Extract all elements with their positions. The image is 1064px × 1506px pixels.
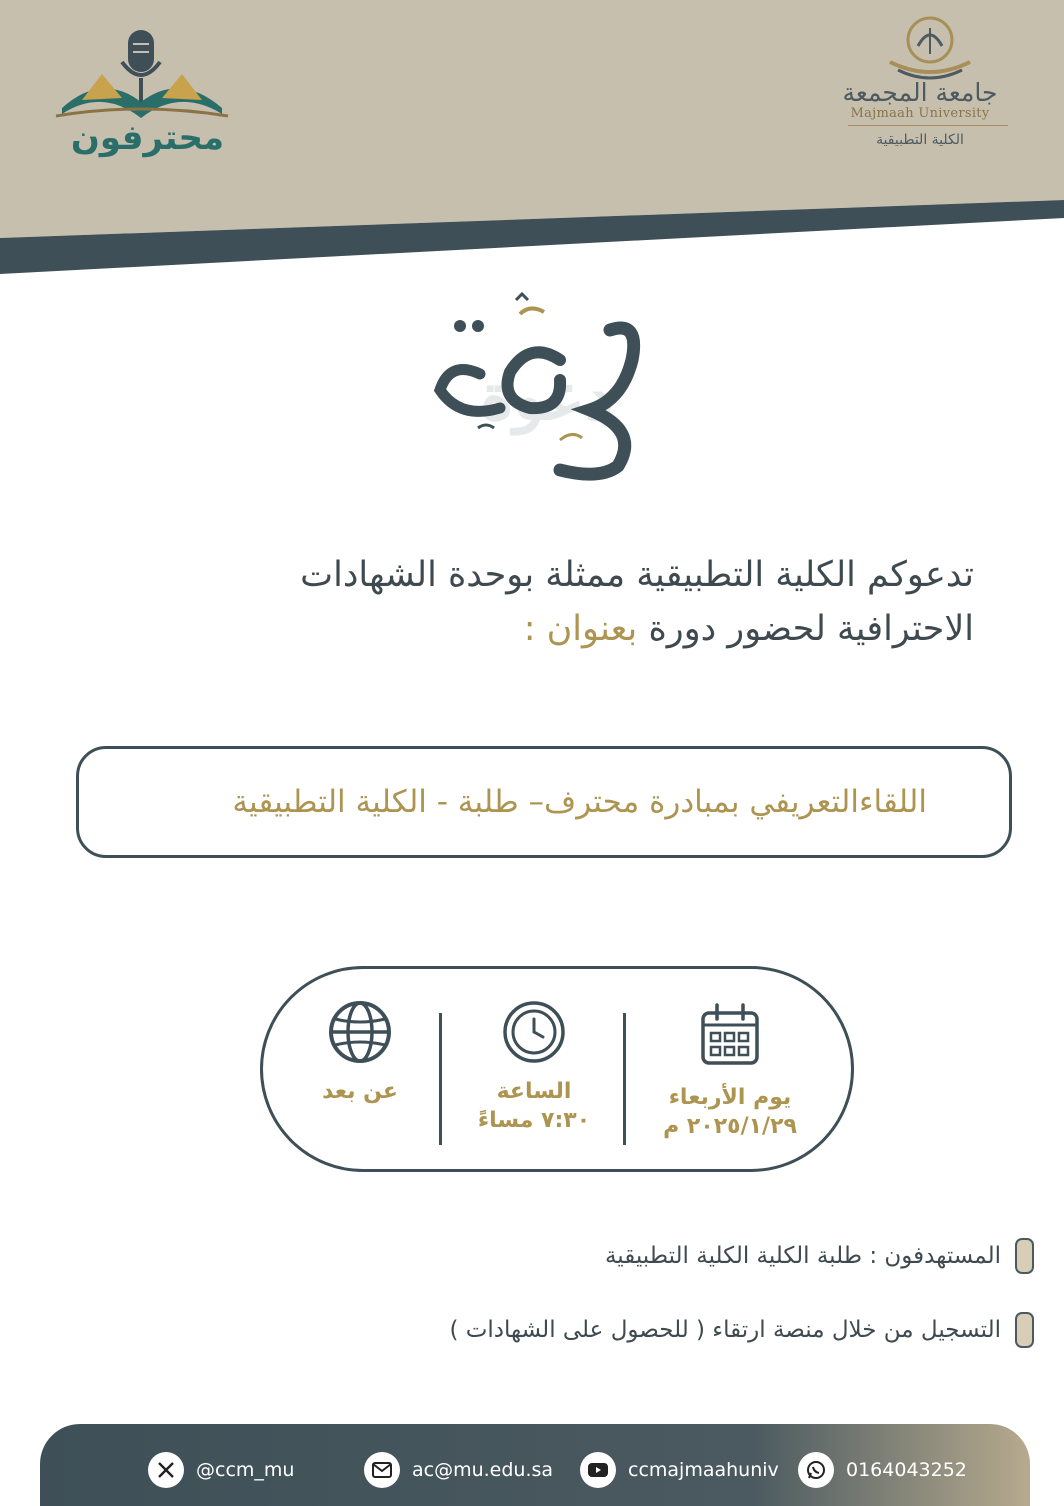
event-time	[449, 969, 619, 1169]
calligraphy-word: دعوة	[480, 360, 614, 435]
university-name-arabic: جامعة المجمعة	[842, 78, 998, 107]
college-name: الكلية التطبيقية	[876, 132, 964, 148]
note-audience-text: المستهدفون : طلبة الكلية الكلية التطبيقية	[604, 1243, 1001, 1269]
muhtarifoon-logo-text: محترفون	[70, 118, 225, 158]
invitation-line-1: تدعوكم الكلية التطبيقية ممثلة بوحدة الشهادات	[300, 555, 974, 595]
invitation-calligraphy	[400, 290, 670, 490]
x-handle: @ccm_mu	[196, 1459, 295, 1481]
details-divider	[623, 1013, 626, 1145]
invitation-line-2-accent: بعنوان :	[523, 609, 638, 649]
whatsapp-icon	[798, 1452, 834, 1488]
contact-email[interactable]	[364, 1452, 553, 1488]
bullet-icon	[1015, 1312, 1034, 1348]
note-audience	[605, 1238, 1034, 1274]
event-day-label: يوم الأربعاء	[668, 1085, 792, 1110]
event-mode-label: عن بعد	[322, 1079, 398, 1104]
clock-icon	[501, 999, 567, 1065]
event-mode	[285, 969, 435, 1169]
contact-whatsapp[interactable]	[798, 1452, 967, 1488]
email-address: ac@mu.edu.sa	[412, 1459, 554, 1481]
youtube-channel: ccmajmaahuniv	[628, 1459, 779, 1481]
note-registration-text: التسجيل من خلال منصة ارتقاء ( للحصول على الشهادات )	[449, 1317, 1001, 1343]
bullet-icon	[1015, 1238, 1034, 1274]
details-divider	[439, 1013, 442, 1145]
calendar-icon	[695, 1001, 765, 1071]
invitation-line-2-main: الاحترافية لحضور دورة	[648, 609, 974, 649]
contact-x[interactable]	[148, 1452, 294, 1488]
course-title: اللقاءالتعريفي بمبادرة محترف– طلبة - الكلية التطبيقية	[232, 784, 927, 820]
envelope-icon	[364, 1452, 400, 1488]
event-time-value: ٧:٣٠ مساءً	[477, 1108, 591, 1133]
university-divider	[848, 125, 1008, 126]
note-registration	[449, 1312, 1034, 1348]
invitation-line-2	[60, 602, 974, 656]
globe-icon	[327, 999, 393, 1065]
event-time-label: الساعة	[496, 1079, 572, 1104]
x-icon	[148, 1452, 184, 1488]
invitation-text	[60, 548, 974, 656]
contact-youtube[interactable]	[580, 1452, 779, 1488]
whatsapp-number: 0164043252	[846, 1459, 967, 1481]
event-day	[635, 969, 825, 1169]
event-details-pill	[260, 966, 854, 1172]
course-title-box	[76, 746, 1012, 858]
youtube-icon	[580, 1452, 616, 1488]
university-name-english: Majmaah University	[850, 106, 990, 121]
event-date-value: ٢٠٢٥/١/٢٩ م	[663, 1114, 797, 1139]
